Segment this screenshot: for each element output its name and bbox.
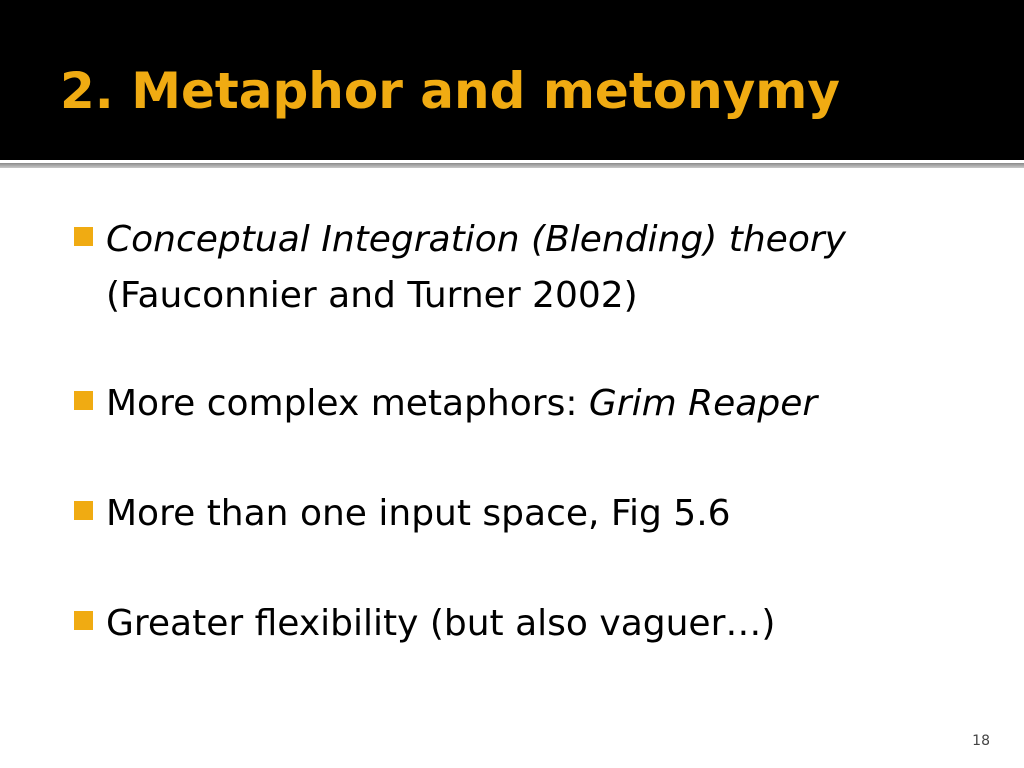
bullet-italic-text: Grim Reaper — [588, 383, 818, 424]
square-bullet-icon — [74, 391, 93, 410]
square-bullet-icon — [74, 611, 93, 630]
title-bar — [0, 0, 1024, 160]
bullet-citation-text: (Fauconnier and Turner 2002) — [106, 275, 638, 316]
bullet-text — [106, 376, 966, 432]
slide-title: 2. Metaphor and metonymy — [60, 62, 840, 120]
bullet-italic-text: Conceptual Integration (Blending) theory — [106, 219, 846, 260]
bullet-text — [106, 212, 966, 324]
square-bullet-icon — [74, 227, 93, 246]
square-bullet-icon — [74, 501, 93, 520]
bullet-text: More than one input space, Fig 5.6 — [106, 493, 731, 534]
bullet-text: Greater flexibility (but also vaguer…) — [106, 603, 776, 644]
page-number: 18 — [972, 733, 990, 749]
title-divider — [0, 163, 1024, 168]
bullet-plain-text: More complex metaphors: — [106, 383, 589, 424]
